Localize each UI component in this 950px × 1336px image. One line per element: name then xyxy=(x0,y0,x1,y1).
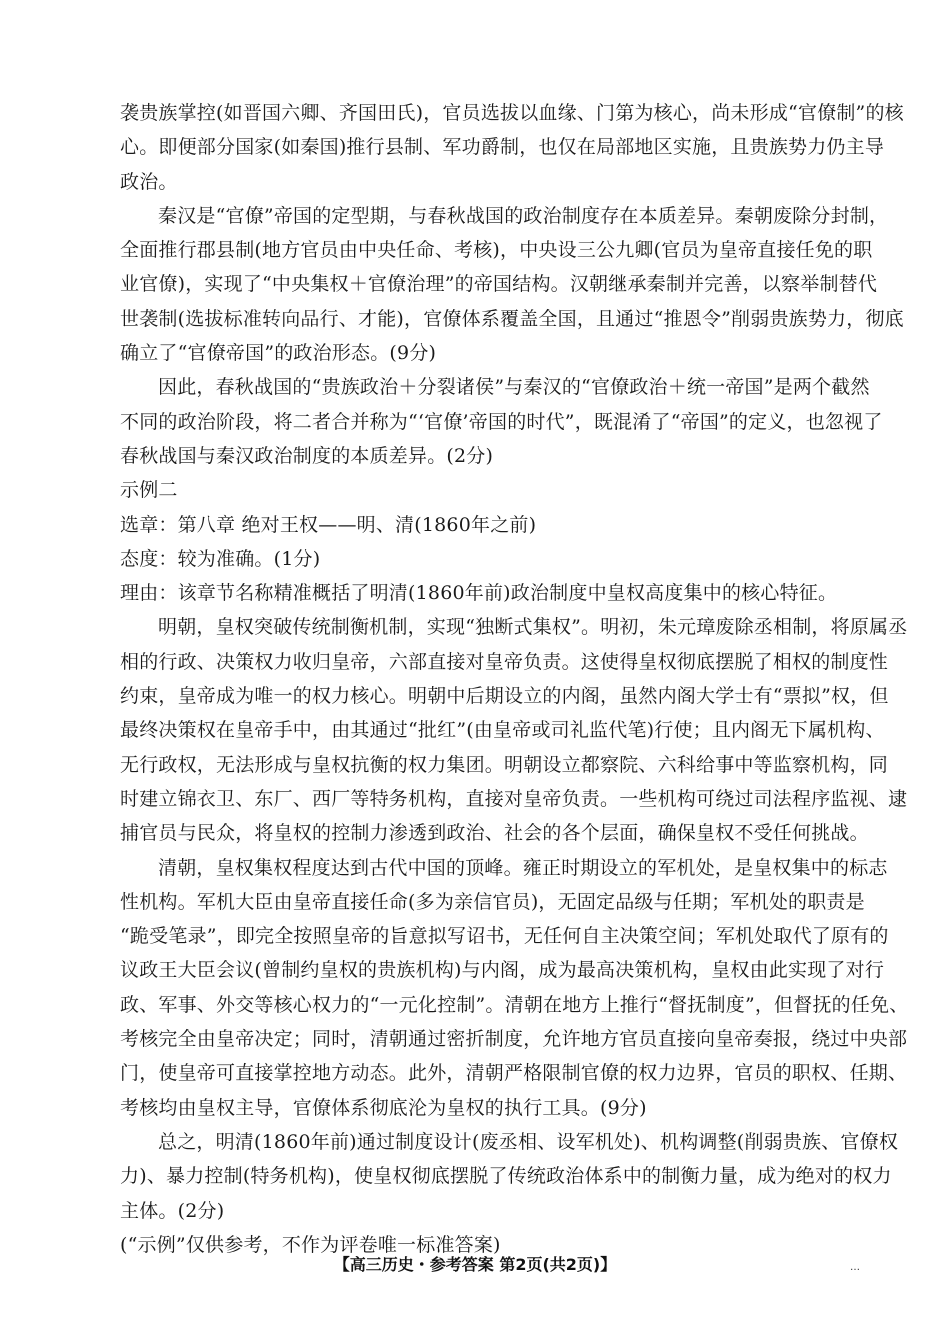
text-line: 无行政权，无法形成与皇权抗衡的权力集团。明朝设立都察院、六科给事中等监察机构，同 xyxy=(120,753,889,776)
attitude: 态度：较为准确。(1分) xyxy=(120,547,321,570)
text-line: 时建立锦衣卫、东厂、西厂等特务机构，直接对皇帝负责。一些机构可绕过司法程序监视、逮 xyxy=(120,787,908,810)
text-line: 最终决策权在皇帝手中，由其通过“批红”(由皇帝或司礼监代笔)行使；且内阁无下属机构、 xyxy=(120,719,885,742)
disclaimer-note: (“示例”仅供参考，不作为评卷唯一标准答案) xyxy=(120,1233,501,1256)
text-line: 全面推行郡县制(地方官员由中央任命、考核)，中央设三公九卿(官员为皇帝直接任免的职 xyxy=(120,239,873,262)
answer-text xyxy=(120,96,909,1262)
section-heading: 示例二 xyxy=(120,479,178,502)
text-line: 考核完全由皇帝决定；同时，清朝通过密折制度，允许地方官员直接向皇帝奏报，绕过中央部 xyxy=(120,1028,908,1051)
text-line: 约束，皇帝成为唯一的权力核心。明朝中后期设立的内阁，虽然内阁大学士有“票拟”权，但 xyxy=(120,685,889,708)
text-line: 考核均由皇权主导，官僚体系彻底沦为皇权的执行工具。(9分) xyxy=(120,1096,647,1119)
text-line: 主体。(2分) xyxy=(120,1199,225,1222)
text-line: 门，使皇帝可直接掌控地方动态。此外，清朝严格限制官僚的权力边界，官员的职权、任期、 xyxy=(120,1062,908,1085)
text-line: 政治。 xyxy=(120,170,178,193)
chosen-chapter: 选章：第八章 绝对王权——明、清(1860年之前) xyxy=(120,513,537,536)
reason: 理由：该章节名称精准概括了明清(1860年前)政治制度中皇权高度集中的核心特征。 xyxy=(120,582,838,605)
text-line: 因此，春秋战国的“贵族政治＋分裂诸侯”与秦汉的“官僚政治＋统一帝国”是两个截然 xyxy=(158,376,870,399)
text-line: 业官僚)，实现了“中央集权＋官僚治理”的帝国结构。汉朝继承秦制并完善，以察举制替代 xyxy=(120,273,878,296)
page-footer: 【高三历史・参考答案 第2页(共2页)】 xyxy=(333,1255,617,1274)
text-line: 相的行政、决策权力收归皇帝，六部直接对皇帝负责。这使得皇权彻底摆脱了相权的制度性 xyxy=(120,650,889,673)
text-line: 政、军事、外交等核心权力的“一元化控制”。清朝在地方上推行“督抚制度”，但督抚的任免、 xyxy=(120,993,909,1016)
corner-mark: … xyxy=(850,1262,860,1273)
text-line: 秦汉是“官僚”帝国的定型期，与春秋战国的政治制度存在本质差异。秦朝废除分封制， xyxy=(158,204,889,227)
text-line: “跪受笔录”，即完全按照皇帝的旨意拟写诏书，无任何自主决策空间；军机处取代了原有的 xyxy=(120,925,889,948)
text-line: 清朝，皇权集权程度达到古代中国的顶峰。雍正时期设立的军机处，是皇权集中的标志 xyxy=(158,856,888,879)
text-line: 总之，明清(1860年前)通过制度设计(废丞相、设军机处)、机构调整(削弱贵族、官僚权 xyxy=(158,1130,899,1153)
text-line: 议政王大臣会议(曾制约皇权的贵族机构)与内阁，成为最高决策机构，皇权由此实现了对行 xyxy=(120,959,885,982)
text-line: 世袭制(选拔标准转向品行、才能)，官僚体系覆盖全国，且通过“推恩令”削弱贵族势力，彻底 xyxy=(120,307,904,330)
text-line: 袭贵族掌控(如晋国六卿、齐国田氏)，官员选拔以血缘、门第为核心，尚未形成“官僚制”的核 xyxy=(120,102,904,124)
text-line: 力)、暴力控制(特务机构)，使皇权彻底摆脱了传统政治体系中的制衡力量，成为绝对的权力 xyxy=(120,1165,892,1188)
text-line: 确立了“官僚帝国”的政治形态。(9分) xyxy=(120,342,437,365)
text-line: 春秋战国与秦汉政治制度的本质差异。(2分) xyxy=(120,444,494,467)
text-line: 性机构。军机大臣由皇帝直接任命(多为亲信官员)，无固定品级与任期；军机处的职责是 xyxy=(120,890,865,913)
text-line: 不同的政治阶段，将二者合并称为“‘官僚’帝国的时代”，既混淆了“帝国”的定义，也忽视了 xyxy=(120,410,883,433)
text-line: 捕官员与民众，将皇权的控制力渗透到政治、社会的各个层面，确保皇权不受任何挑战。 xyxy=(120,822,869,845)
text-line: 心。即便部分国家(如秦国)推行县制、军功爵制，也仅在局部地区实施，且贵族势力仍主导 xyxy=(120,136,885,159)
text-line: 明朝，皇权突破传统制衡机制，实现“独断式集权”。明初，朱元璋废除丞相制，将原属丞 xyxy=(158,616,908,639)
